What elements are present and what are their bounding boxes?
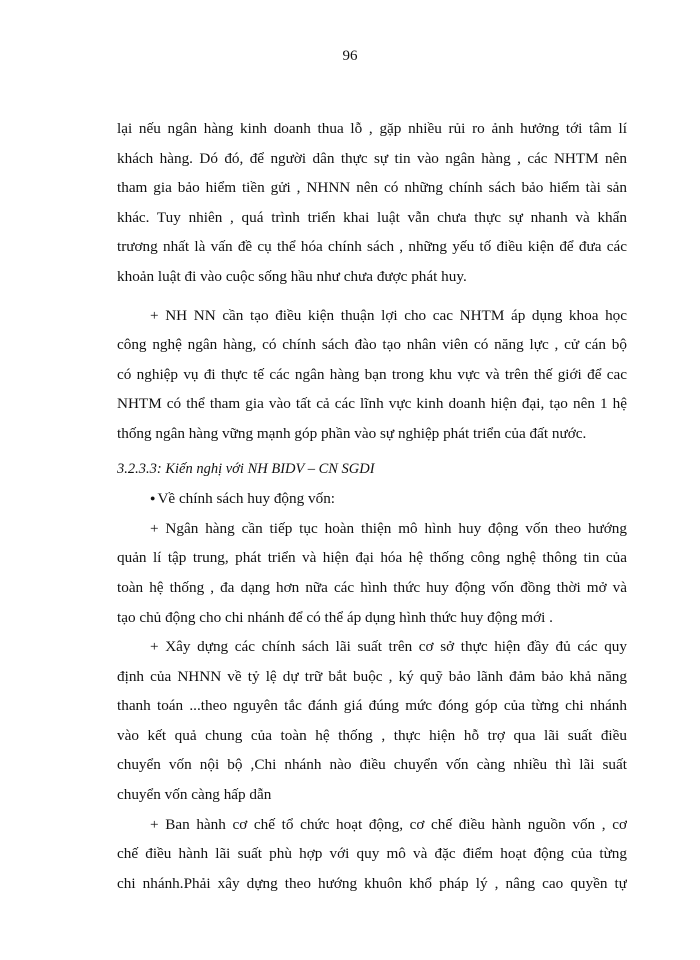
- document-body: [117, 114, 627, 898]
- text-line: + Ban hành cơ chế tổ chức hoạt động, cơ chế điều hành nguồn vốn , cơ: [150, 815, 627, 833]
- bullet-icon: ●: [150, 493, 156, 504]
- paragraph-4: [117, 632, 627, 810]
- text-line: khách hàng. Dó đó, để người dân thực sự tin vào ngân hàng , các NHTM nên: [117, 149, 627, 167]
- text-line: trương nhất là vấn đề cụ thể hóa chính sách , những yếu tố điều kiện để đưa các: [117, 238, 627, 256]
- bullet-text: Về chính sách huy động vốn:: [157, 490, 336, 508]
- text-line: lại nếu ngân hàng kinh doanh thua lỗ , gặp nhiều rủi ro ảnh hưởng tới tâm lí: [117, 120, 627, 137]
- text-line: NHTM có thể tham gia vào tất cả các lĩnh vực kinh doanh hiện đại, tạo nên 1 hệ: [117, 395, 627, 413]
- text-line: chuyển vốn nội bộ ,Chi nhánh nào điều chuyển vốn càng nhiều thì lãi suất: [117, 756, 627, 774]
- text-line: định của NHNN về tỷ lệ dự trữ bắt buộc , ký quỹ bảo lãnh đảm bảo khả năng: [117, 667, 627, 685]
- text-line: quản lí tập trung, phát triển và hiện đại hóa hệ thống công nghệ thông tin của: [117, 549, 627, 567]
- text-line: tạo chủ động cho chi nhánh để có thể áp dụng hình thức huy động mới .: [117, 608, 553, 626]
- bullet-item: [117, 484, 627, 514]
- paragraph-3: [117, 514, 627, 632]
- page-number: 96: [342, 48, 358, 64]
- text-line: tham gia bảo hiểm tiền gửi , NHNN nên có những chính sách bảo hiểm tài sản: [117, 179, 627, 197]
- section-heading: 3.2.3.3: Kiến nghị với NH BIDV – CN SGDI: [117, 460, 375, 477]
- text-line: công nghệ ngân hàng, có chính sách đào tạo nhân viên có năng lực , cử cán bộ: [117, 336, 627, 354]
- text-line: khác. Tuy nhiên , quá trình triển khai luật vẫn chưa thực sự nhanh và khẩn: [117, 208, 627, 226]
- text-line: thanh toán ...theo nguyên tắc đánh giá đúng mức đóng góp của từng chi nhánh: [117, 697, 627, 715]
- paragraph-2: [117, 301, 627, 449]
- text-line: có nghiệp vụ đi thực tế các ngân hàng bạn trong khu vực và trên thế giới để cac: [117, 365, 627, 383]
- text-line: chế điều hành lãi suất phù hợp với quy mô và đặc điểm hoạt động của từng: [117, 845, 627, 863]
- text-line: toàn hệ thống , đa dạng hơn nữa các hình thức huy động vốn đồng thời mở và: [117, 578, 627, 596]
- text-line: + NH NN cần tạo điều kiện thuận lợi cho cac NHTM áp dụng khoa học: [150, 306, 627, 324]
- text-line: chuyển vốn càng hấp dẫn: [117, 786, 272, 804]
- text-line: + Ngân hàng cần tiếp tục hoàn thiện mô hình huy động vốn theo hướng: [150, 519, 627, 537]
- text-line: vào kết quả chung của toàn hệ thống , thực hiện hỗ trợ qua lãi suất điều: [117, 726, 627, 744]
- paragraph-1: [117, 114, 627, 292]
- text-line: + Xây dựng các chính sách lãi suất trên cơ sở thực hiện đầy đủ các quy: [150, 638, 627, 656]
- paragraph-5: [117, 810, 627, 899]
- text-line: khoản luật đi vào cuộc sống hầu như chưa được phát huy.: [117, 267, 467, 285]
- text-line: thống ngân hàng vững mạnh góp phần vào sự nghiệp phát triển của đất nước.: [117, 424, 587, 442]
- text-line: chi nhánh.Phải xây dựng theo hướng khuôn khổ pháp lý , nâng cao quyền tự: [117, 874, 627, 892]
